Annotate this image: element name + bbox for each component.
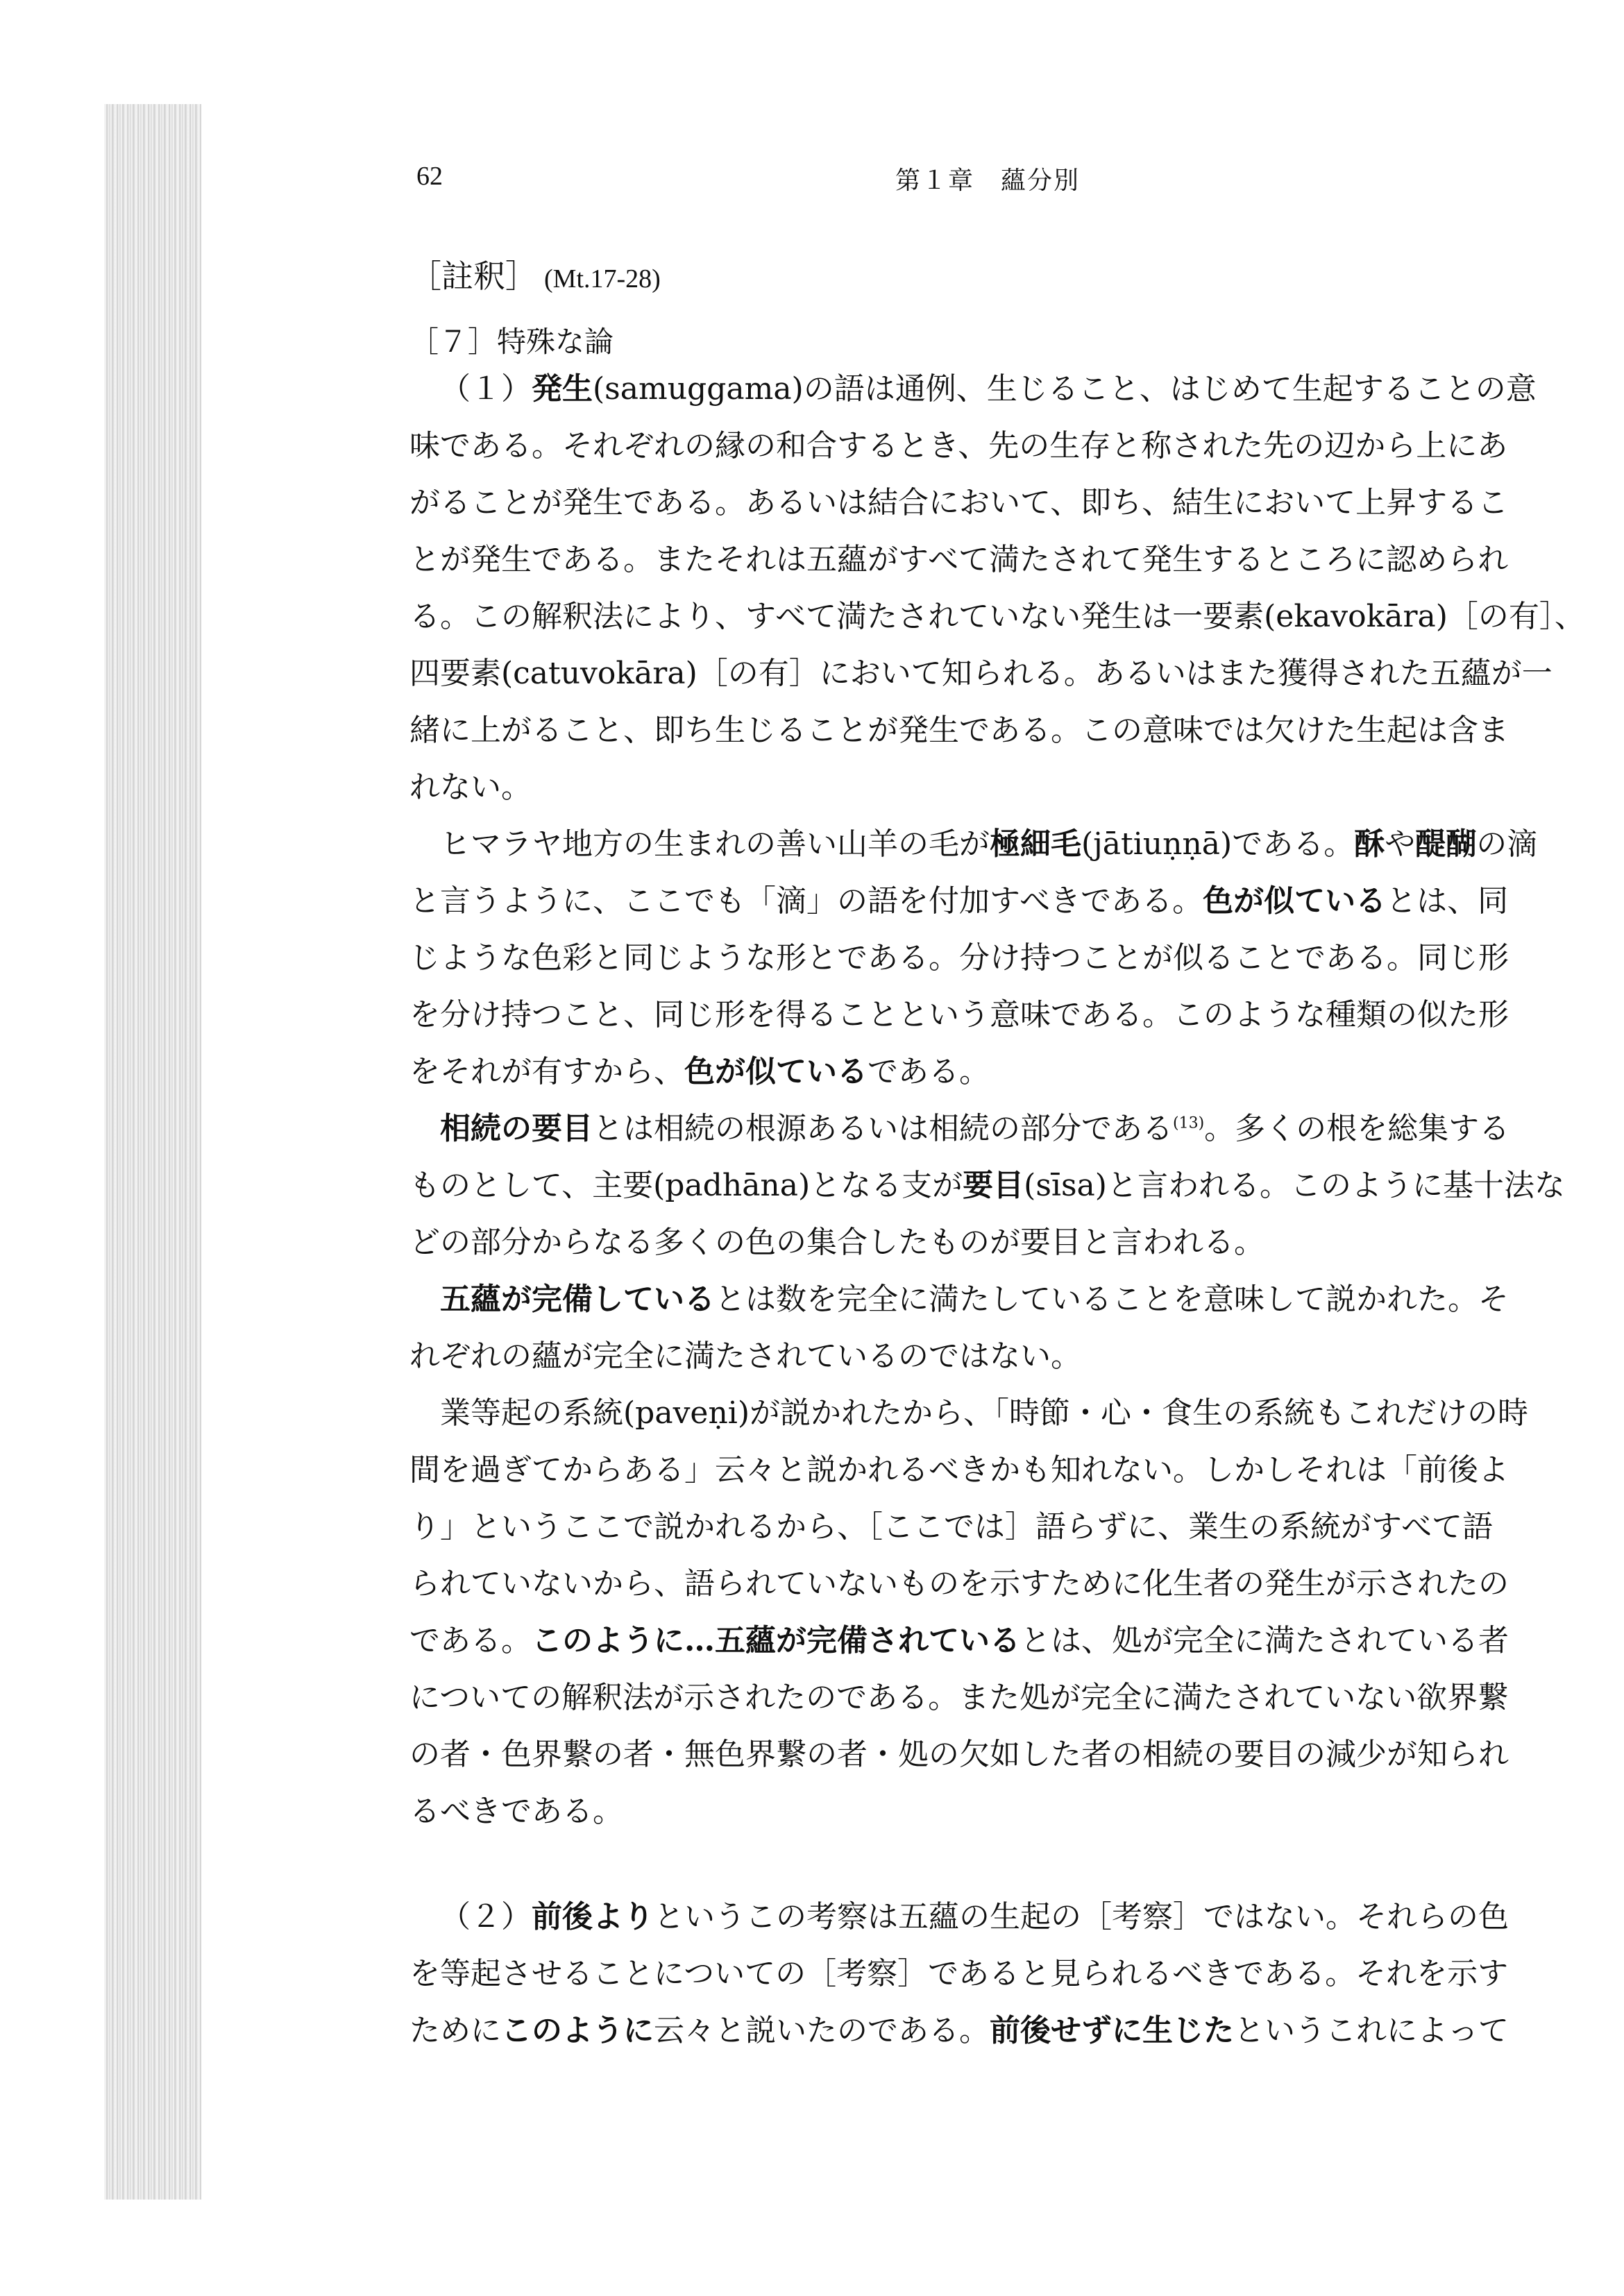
section-title (409, 251, 661, 297)
footnote-ref: (13) (1173, 1114, 1205, 1132)
text-run: 。多くの根を総集する (1204, 1111, 1510, 1146)
running-head (0, 161, 1624, 210)
text-line (409, 759, 1589, 816)
bold-term: このように…五蘊が完備されている (532, 1623, 1020, 1658)
text-line (409, 873, 1589, 930)
text-run: るべきである。 (409, 1794, 623, 1829)
text-line (409, 1669, 1589, 1726)
paragraph-gap (409, 1840, 1589, 1889)
text-line (409, 588, 1589, 645)
text-run: とは、処が完全に満たされている者 (1020, 1623, 1509, 1658)
text-line (409, 645, 1589, 702)
text-run: り」というここで説かれるから、［ここでは］語らずに、業生の系統がすべて語 (409, 1509, 1494, 1545)
text-run: じような色彩と同じような形とである。分け持つことが似ることである。同じ形 (409, 940, 1509, 976)
text-run: どの部分からなる多くの色の集合したものが要目と言われる。 (409, 1225, 1264, 1260)
text-line (409, 987, 1589, 1044)
text-line (409, 475, 1589, 532)
text-line (409, 1613, 1589, 1669)
text-run: を分け持つこと、同じ形を得ることという意味である。このような種類の似た形 (409, 997, 1509, 1032)
text-run: 緒に上がること、即ち生じることが発生である。この意味では欠けた生起は含ま (409, 713, 1509, 748)
text-run: れない。 (409, 769, 532, 805)
text-run: についての解釈法が示されたのである。また処が完全に満たされていない欲界繋 (409, 1680, 1509, 1715)
text-line (409, 532, 1589, 588)
text-run: 味である。それぞれの縁の和合するとき、先の生存と称された先の辺から上にあ (409, 428, 1508, 464)
text-line (409, 1271, 1589, 1328)
text-run: とが発生である。またそれは五蘊がすべて満たされて発生するところに認められ (409, 542, 1509, 577)
section-subtitle: ［７］特殊な論 (409, 325, 614, 359)
text-line (409, 702, 1589, 759)
text-run: の滴 (1476, 826, 1538, 862)
text-run: とは相続の根源あるいは相続の部分である (593, 1111, 1173, 1146)
section-reference: (Mt.17-28) (544, 264, 661, 294)
text-line (409, 1328, 1589, 1385)
text-run: と言うように、ここでも「滴」の語を付加すべきである。 (409, 883, 1203, 919)
text-run: とは、同 (1386, 883, 1509, 919)
bold-term: 前後せずに生じた (990, 2013, 1234, 2048)
text-line (409, 1100, 1589, 1157)
text-run: 四要素(catuvokāra)［の有］において知られる。あるいはまた獲得された五蘊が一 (409, 656, 1553, 691)
text-run: がることが発生である。あるいは結合において、即ち、結生において上昇するこ (409, 485, 1509, 520)
text-line (409, 1783, 1589, 1840)
text-run: られていないから、語られていないものを示すために化生者の発生が示されたの (409, 1566, 1509, 1601)
text-line (409, 1385, 1589, 1442)
text-run: というこの考察は五蘊の生起の［考察］ではない。それらの色 (654, 1899, 1509, 1934)
bold-term: 醍醐 (1415, 826, 1477, 862)
body-text (409, 361, 1589, 2059)
bold-term: 極細毛 (990, 826, 1081, 862)
text-run: の者・色界繋の者・無色界繋の者・処の欠如した者の相続の要目の減少が知られ (409, 1737, 1509, 1772)
bold-term: 発生 (532, 371, 593, 407)
text-run: や (1385, 826, 1416, 862)
chapter-title: 第１章 蘊分別 (895, 167, 1081, 195)
text-line (409, 1157, 1589, 1214)
text-run: 云々と説いたのである。 (654, 2013, 990, 2048)
text-run: (sīsa)と言われる。このように基十法な (1024, 1168, 1565, 1203)
text-line (409, 1214, 1589, 1271)
page-number: 62 (416, 162, 443, 191)
text-line (409, 1726, 1589, 1783)
bold-term: 五蘊が完備している (440, 1282, 715, 1317)
text-line (409, 1499, 1589, 1556)
text-run: をそれが有すから、 (409, 1054, 684, 1089)
text-run: ために (409, 2013, 501, 2048)
bold-term: 酥 (1354, 826, 1385, 862)
text-line (409, 418, 1589, 475)
text-line (409, 1044, 1589, 1100)
text-line (409, 2002, 1589, 2059)
text-line (409, 1889, 1589, 1946)
text-run: を等起させることについての［考察］であると見られるべきである。それを示す (409, 1956, 1509, 1991)
text-run: る。この解釈法により、すべて満たされていない発生は一要素(ekavokāra)［の有］、 (409, 599, 1585, 634)
bold-term: 要目 (963, 1168, 1024, 1203)
text-line (409, 930, 1589, 987)
text-line (409, 1946, 1589, 2002)
text-run: ものとして、主要(padhāna)となる支が (409, 1168, 963, 1203)
text-run: (samuggama)の語は通例、生じること、はじめて生起することの意 (593, 371, 1537, 407)
text-line (409, 1442, 1589, 1499)
text-run: （１） (440, 371, 532, 407)
text-line (409, 1556, 1589, 1613)
text-run: 業等起の系統(paveṇi)が説かれたから、「時節・心・食生の系統もこれだけの時 (440, 1395, 1529, 1431)
text-run: とは数を完全に満たしていることを意味して説かれた。そ (715, 1282, 1509, 1317)
bold-term: 前後より (532, 1899, 654, 1934)
bold-term: 色が似ている (684, 1054, 868, 1089)
text-run: ヒマラヤ地方の生まれの善い山羊の毛が (440, 826, 990, 862)
text-run: である。 (868, 1054, 990, 1089)
bold-term: 相続の要目 (440, 1111, 593, 1146)
bold-term: 色が似ている (1203, 883, 1387, 919)
text-line (409, 361, 1589, 418)
text-run: れぞれの蘊が完全に満たされているのではない。 (409, 1338, 1081, 1374)
section-title-text: ［註釈］ (409, 257, 537, 295)
text-run: 間を過ぎてからある」云々と説かれるべきかも知れない。しかしそれは「前後よ (409, 1452, 1509, 1488)
text-run: である。 (409, 1623, 532, 1658)
bold-term: このように (501, 2013, 654, 2048)
text-line (409, 816, 1589, 873)
scan-gutter (104, 104, 201, 2200)
text-run: というこれによって (1234, 2013, 1509, 2048)
text-run: (jātiuṇṇā)である。 (1081, 826, 1355, 862)
text-run: （２） (440, 1899, 532, 1934)
